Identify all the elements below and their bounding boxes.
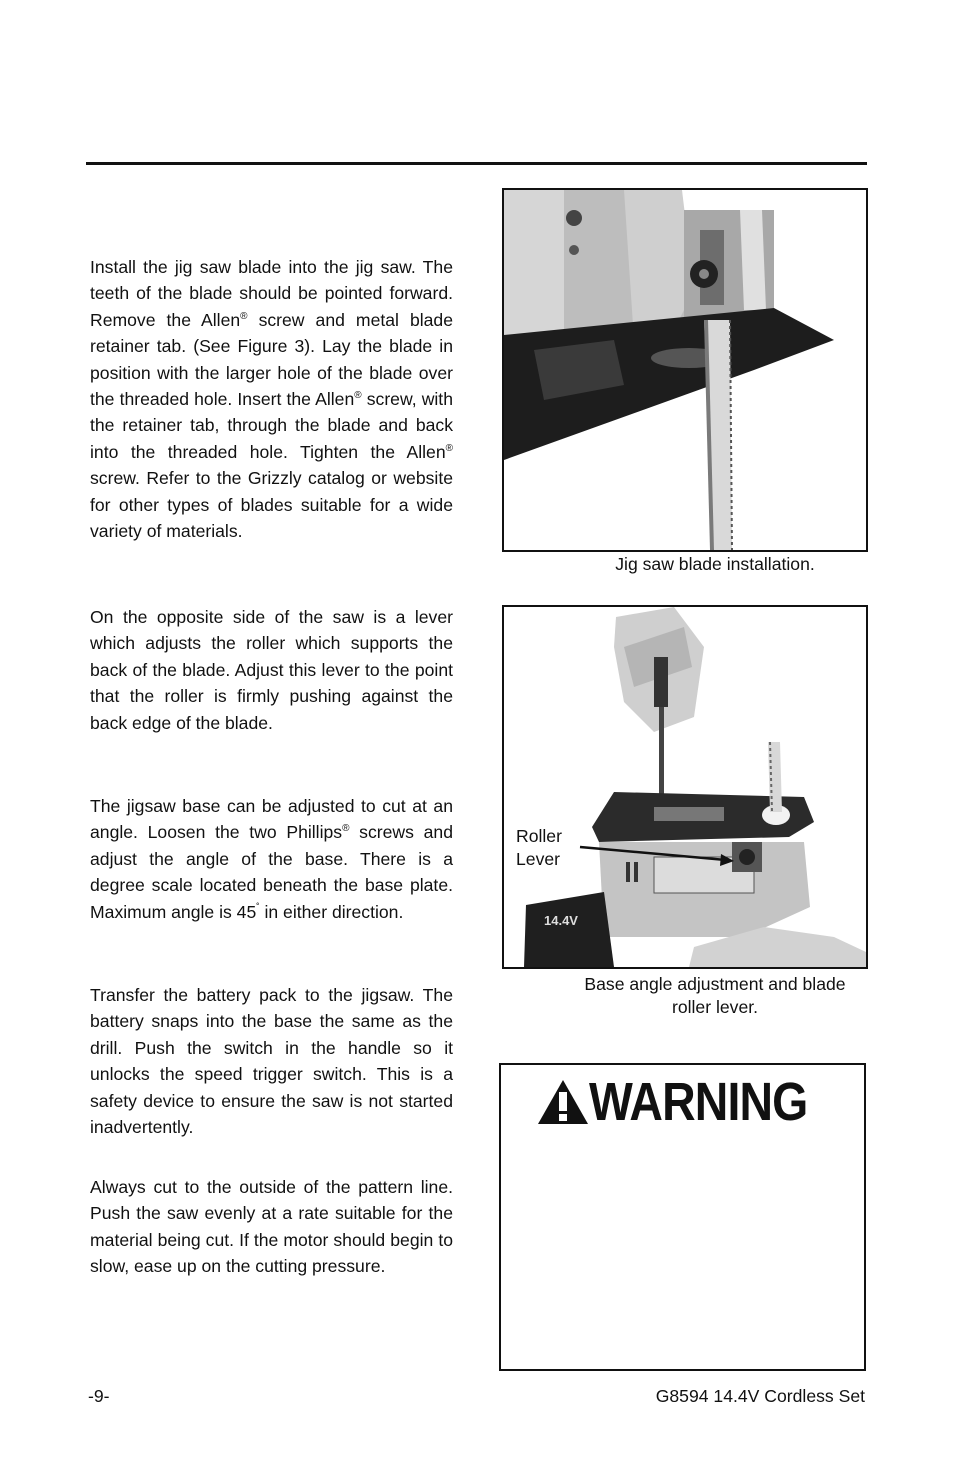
battery-label: 14.4V: [544, 913, 578, 928]
figure-base-angle-photo: [502, 605, 868, 969]
figure2-caption: Base angle adjustment and blade roller lever.: [584, 974, 846, 1017]
exclamation-triangle-icon: [537, 1078, 589, 1126]
warning-header: [537, 1071, 843, 1133]
warning-title: WARNING: [589, 1072, 808, 1132]
roller-lever-paragraph: On the opposite side of the saw is a lever which adjusts the roller which supports the back of the blade. Adjust this lever to the point that the roller is firmly pushing against the back edge of the blade.: [90, 607, 453, 733]
base-angle-paragraph: The jigsaw base can be adjusted to cut at an angle. Loosen the two Phillips® screws and adjust the angle of the base. There is a degree scale located beneath the base plate. Maximum angle is 45˚ in either direction.: [90, 796, 453, 922]
footer-model: G8594 14.4V Cordless Set: [655, 1386, 865, 1406]
page-number: -9-: [88, 1386, 110, 1406]
warning-box: [499, 1063, 866, 1371]
figure-blade-installation-photo: [502, 188, 868, 552]
battery-paragraph: Transfer the battery pack to the jigsaw. The battery snaps into the base the same as the drill. Push the switch in the handle so it unlocks the speed trigger switch. This is a safety device to ensure the saw is not started inadvertently.: [90, 985, 453, 1138]
header-rule: [86, 162, 867, 165]
roller-lever-callout: Roller Lever: [516, 826, 562, 869]
cutting-paragraph: Always cut to the outside of the pattern line. Push the saw evenly at a rate suitable for the material being cut. If the motor should begin to slow, ease up on the cutting pressure.: [90, 1177, 453, 1277]
blade-install-paragraph: Install the jig saw blade into the jig saw. The teeth of the blade should be pointed forward. Remove the Allen® screw and metal blade retainer tab. (See Figure 3). Lay the blade in position with the larger hole of the blade over the threaded hole. Insert the Allen® screw, with the retainer tab, through the blade and back into the threaded hole. Tighten the Allen® screw. Refer to the Grizzly catalog or website for other types of blades suitable for a wide variety of materials.: [90, 257, 453, 542]
figure1-caption: Jig saw blade installation.: [615, 554, 815, 574]
